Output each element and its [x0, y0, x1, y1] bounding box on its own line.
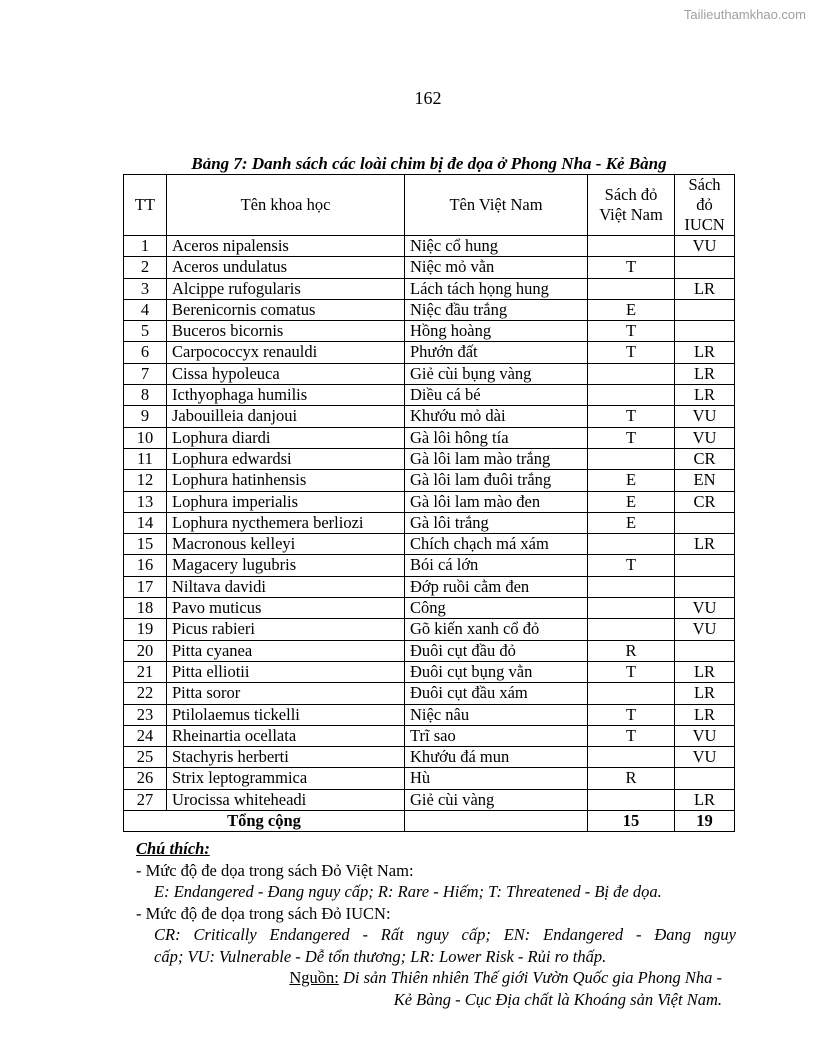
table-row: [124, 789, 735, 810]
cell-scientific-name: Icthyophaga humilis: [167, 385, 405, 406]
cell-vietnamese-name: Hù: [405, 768, 588, 789]
cell-red-book-iucn: [675, 555, 735, 576]
cell-red-book-vietnam: T: [588, 661, 675, 682]
cell-red-book-vietnam: E: [588, 299, 675, 320]
cell-tt: 25: [124, 747, 167, 768]
cell-scientific-name: Carpococcyx renauldi: [167, 342, 405, 363]
notes-iucn-title: - Mức độ đe dọa trong sách Đỏ IUCN:: [136, 903, 391, 923]
cell-vietnamese-name: Giẻ cùi vàng: [405, 789, 588, 810]
cell-red-book-iucn: [675, 257, 735, 278]
cell-red-book-iucn: LR: [675, 278, 735, 299]
cell-tt: 16: [124, 555, 167, 576]
cell-scientific-name: Aceros undulatus: [167, 257, 405, 278]
header-red-book-iucn: [675, 175, 735, 236]
cell-vietnamese-name: Phướn đất: [405, 342, 588, 363]
table-row: [124, 257, 735, 278]
table-row: [124, 598, 735, 619]
cell-tt: 1: [124, 236, 167, 257]
cell-tt: 5: [124, 321, 167, 342]
cell-vietnamese-name: Giẻ cùi bụng vàng: [405, 363, 588, 384]
cell-tt: 14: [124, 512, 167, 533]
cell-vietnamese-name: Gà lôi lam đuôi trắng: [405, 470, 588, 491]
cell-red-book-vietnam: [588, 619, 675, 640]
header-red-book-vietnam-line-1: Sách đỏ: [604, 185, 658, 204]
table-total-row: [124, 811, 735, 832]
cell-vietnamese-name: Khướu đá mun: [405, 747, 588, 768]
cell-scientific-name: Stachyris herberti: [167, 747, 405, 768]
cell-vietnamese-name: Niệc cổ hung: [405, 236, 588, 257]
table-row: [124, 342, 735, 363]
cell-red-book-iucn: LR: [675, 683, 735, 704]
notes-vn-detail: E: Endangered - Đang nguy cấp; R: Rare - Hiếm; T: Threatened - Bị đe dọa.: [154, 882, 662, 901]
table-row: [124, 555, 735, 576]
header-vietnamese-name: Tên Việt Nam: [405, 175, 588, 236]
cell-vietnamese-name: Niệc nâu: [405, 704, 588, 725]
header-red-book-iucn-line-3: IUCN: [684, 215, 725, 234]
notes-heading: Chú thích:: [136, 839, 210, 858]
cell-tt: 11: [124, 448, 167, 469]
header-red-book-iucn-line-2: đỏ: [696, 195, 713, 214]
cell-vietnamese-name: Đuôi cụt đầu xám: [405, 683, 588, 704]
header-red-book-vietnam: [588, 175, 675, 236]
source-text-1: Di sản Thiên nhiên Thế giới Vườn Quốc gia Phong Nha -: [342, 968, 722, 987]
header-red-book-vietnam-line-2: Việt Nam: [599, 205, 663, 224]
cell-red-book-vietnam: [588, 385, 675, 406]
cell-red-book-iucn: LR: [675, 363, 735, 384]
cell-vietnamese-name: Hồng hoàng: [405, 321, 588, 342]
cell-scientific-name: Cissa hypoleuca: [167, 363, 405, 384]
cell-red-book-iucn: VU: [675, 619, 735, 640]
cell-vietnamese-name: Trĩ sao: [405, 725, 588, 746]
cell-tt: 20: [124, 640, 167, 661]
cell-scientific-name: Lophura hatinhensis: [167, 470, 405, 491]
cell-red-book-vietnam: [588, 576, 675, 597]
cell-tt: 4: [124, 299, 167, 320]
cell-red-book-vietnam: [588, 236, 675, 257]
cell-red-book-vietnam: T: [588, 342, 675, 363]
cell-vietnamese-name: Đuôi cụt bụng vằn: [405, 661, 588, 682]
cell-scientific-name: Lophura diardi: [167, 427, 405, 448]
species-table: [123, 174, 735, 832]
cell-scientific-name: Lophura imperialis: [167, 491, 405, 512]
source-label: Nguồn:: [289, 968, 339, 987]
notes-iucn-detail-2: cấp; VU: Vulnerable - Dễ tổn thương; LR: Lower Risk - Rủi ro thấp.: [154, 946, 607, 966]
cell-red-book-iucn: [675, 299, 735, 320]
cell-red-book-vietnam: T: [588, 406, 675, 427]
total-red-book-vietnam: 15: [588, 811, 675, 832]
cell-red-book-vietnam: [588, 278, 675, 299]
cell-tt: 23: [124, 704, 167, 725]
cell-scientific-name: Pitta elliotii: [167, 661, 405, 682]
cell-vietnamese-name: Diều cá bé: [405, 385, 588, 406]
page-number: 162: [414, 88, 442, 108]
cell-tt: 15: [124, 534, 167, 555]
cell-red-book-iucn: LR: [675, 704, 735, 725]
cell-scientific-name: Niltava davidi: [167, 576, 405, 597]
cell-vietnamese-name: Niệc đầu trắng: [405, 299, 588, 320]
notes-section: [136, 838, 736, 1010]
table-header-row: [124, 175, 735, 236]
table-row: [124, 534, 735, 555]
cell-tt: 10: [124, 427, 167, 448]
header-red-book-iucn-line-1: Sách: [688, 175, 721, 194]
cell-vietnamese-name: Đuôi cụt đầu đỏ: [405, 640, 588, 661]
cell-vietnamese-name: Gà lôi trắng: [405, 512, 588, 533]
cell-red-book-vietnam: E: [588, 512, 675, 533]
cell-scientific-name: Strix leptogrammica: [167, 768, 405, 789]
table-row: [124, 512, 735, 533]
cell-red-book-vietnam: [588, 789, 675, 810]
cell-tt: 27: [124, 789, 167, 810]
cell-vietnamese-name: Công: [405, 598, 588, 619]
cell-tt: 7: [124, 363, 167, 384]
notes-iucn-detail-1: CR: Critically Endangered - Rất nguy cấp; EN: Endangered - Đang nguy: [154, 925, 736, 944]
cell-vietnamese-name: Niệc mỏ vằn: [405, 257, 588, 278]
cell-red-book-iucn: VU: [675, 747, 735, 768]
cell-red-book-vietnam: T: [588, 704, 675, 725]
cell-red-book-vietnam: [588, 747, 675, 768]
cell-vietnamese-name: Lách tách họng hung: [405, 278, 588, 299]
cell-red-book-vietnam: R: [588, 640, 675, 661]
cell-tt: 21: [124, 661, 167, 682]
notes-source-line-2: Kẻ Bàng - Cục Địa chất là Khoáng sản Việt Nam.: [393, 989, 722, 1009]
cell-red-book-iucn: CR: [675, 491, 735, 512]
table-row: [124, 470, 735, 491]
cell-red-book-iucn: LR: [675, 385, 735, 406]
cell-tt: 9: [124, 406, 167, 427]
table-row: [124, 661, 735, 682]
table-row: [124, 385, 735, 406]
cell-tt: 8: [124, 385, 167, 406]
cell-red-book-iucn: [675, 640, 735, 661]
table-row: [124, 683, 735, 704]
cell-red-book-iucn: LR: [675, 789, 735, 810]
table-row: [124, 491, 735, 512]
cell-red-book-iucn: LR: [675, 342, 735, 363]
notes-vn-title: - Mức độ đe dọa trong sách Đỏ Việt Nam:: [136, 860, 414, 880]
cell-vietnamese-name: Chích chạch má xám: [405, 534, 588, 555]
cell-red-book-iucn: EN: [675, 470, 735, 491]
cell-vietnamese-name: Gà lôi lam mào trắng: [405, 448, 588, 469]
cell-scientific-name: Aceros nipalensis: [167, 236, 405, 257]
cell-red-book-vietnam: R: [588, 768, 675, 789]
cell-red-book-iucn: [675, 768, 735, 789]
header-tt: TT: [124, 175, 167, 236]
table-row: [124, 236, 735, 257]
cell-scientific-name: Macronous kelleyi: [167, 534, 405, 555]
cell-red-book-vietnam: T: [588, 321, 675, 342]
cell-tt: 17: [124, 576, 167, 597]
table-row: [124, 725, 735, 746]
cell-red-book-vietnam: [588, 363, 675, 384]
cell-red-book-iucn: VU: [675, 427, 735, 448]
cell-red-book-vietnam: [588, 683, 675, 704]
cell-red-book-vietnam: [588, 534, 675, 555]
cell-scientific-name: Rheinartia ocellata: [167, 725, 405, 746]
table-row: [124, 406, 735, 427]
cell-tt: 26: [124, 768, 167, 789]
cell-red-book-iucn: [675, 321, 735, 342]
cell-red-book-vietnam: T: [588, 725, 675, 746]
table-row: [124, 299, 735, 320]
cell-red-book-iucn: CR: [675, 448, 735, 469]
table-row: [124, 704, 735, 725]
cell-tt: 2: [124, 257, 167, 278]
table-row: [124, 640, 735, 661]
cell-red-book-vietnam: E: [588, 470, 675, 491]
cell-scientific-name: Pitta soror: [167, 683, 405, 704]
cell-scientific-name: Magacery lugubris: [167, 555, 405, 576]
watermark: Tailieuthamkhao.com: [683, 7, 806, 22]
cell-scientific-name: Jabouilleia danjoui: [167, 406, 405, 427]
cell-red-book-vietnam: T: [588, 257, 675, 278]
cell-vietnamese-name: Gà lôi lam mào đen: [405, 491, 588, 512]
cell-red-book-vietnam: T: [588, 555, 675, 576]
cell-tt: 13: [124, 491, 167, 512]
cell-scientific-name: Berenicornis comatus: [167, 299, 405, 320]
cell-scientific-name: Picus rabieri: [167, 619, 405, 640]
table-row: [124, 576, 735, 597]
cell-tt: 12: [124, 470, 167, 491]
species-table-body: [124, 236, 735, 811]
cell-red-book-vietnam: [588, 448, 675, 469]
cell-red-book-iucn: [675, 512, 735, 533]
cell-red-book-iucn: VU: [675, 725, 735, 746]
cell-red-book-vietnam: T: [588, 427, 675, 448]
table-row: [124, 427, 735, 448]
cell-scientific-name: Urocissa whiteheadi: [167, 789, 405, 810]
cell-tt: 24: [124, 725, 167, 746]
cell-vietnamese-name: Bói cá lớn: [405, 555, 588, 576]
cell-vietnamese-name: Khướu mỏ dài: [405, 406, 588, 427]
cell-scientific-name: Pavo muticus: [167, 598, 405, 619]
cell-red-book-iucn: VU: [675, 406, 735, 427]
table-row: [124, 448, 735, 469]
table-row: [124, 321, 735, 342]
header-scientific-name: Tên khoa học: [167, 175, 405, 236]
table-row: [124, 278, 735, 299]
cell-red-book-vietnam: E: [588, 491, 675, 512]
table-row: [124, 363, 735, 384]
cell-tt: 19: [124, 619, 167, 640]
cell-tt: 18: [124, 598, 167, 619]
table-row: [124, 747, 735, 768]
cell-vietnamese-name: Gõ kiến xanh cổ đỏ: [405, 619, 588, 640]
total-empty-cell: [405, 811, 588, 832]
table-row: [124, 619, 735, 640]
cell-tt: 3: [124, 278, 167, 299]
cell-scientific-name: Lophura nycthemera berliozi: [167, 512, 405, 533]
cell-red-book-iucn: VU: [675, 598, 735, 619]
table-row: [124, 768, 735, 789]
cell-scientific-name: Lophura edwardsi: [167, 448, 405, 469]
total-label: Tổng cộng: [124, 811, 405, 832]
cell-tt: 6: [124, 342, 167, 363]
cell-scientific-name: Alcippe rufogularis: [167, 278, 405, 299]
cell-scientific-name: Ptilolaemus tickelli: [167, 704, 405, 725]
cell-red-book-iucn: VU: [675, 236, 735, 257]
cell-vietnamese-name: Đớp ruồi cằm đen: [405, 576, 588, 597]
total-red-book-iucn: 19: [675, 811, 735, 832]
cell-vietnamese-name: Gà lôi hông tía: [405, 427, 588, 448]
notes-source-line-1: [136, 967, 736, 989]
cell-red-book-vietnam: [588, 598, 675, 619]
cell-scientific-name: Pitta cyanea: [167, 640, 405, 661]
cell-tt: 22: [124, 683, 167, 704]
cell-red-book-iucn: [675, 576, 735, 597]
cell-red-book-iucn: LR: [675, 661, 735, 682]
table-title: Bảng 7: Danh sách các loài chim bị đe dọa ở Phong Nha - Kẻ Bàng: [191, 154, 667, 173]
cell-red-book-iucn: LR: [675, 534, 735, 555]
cell-scientific-name: Buceros bicornis: [167, 321, 405, 342]
